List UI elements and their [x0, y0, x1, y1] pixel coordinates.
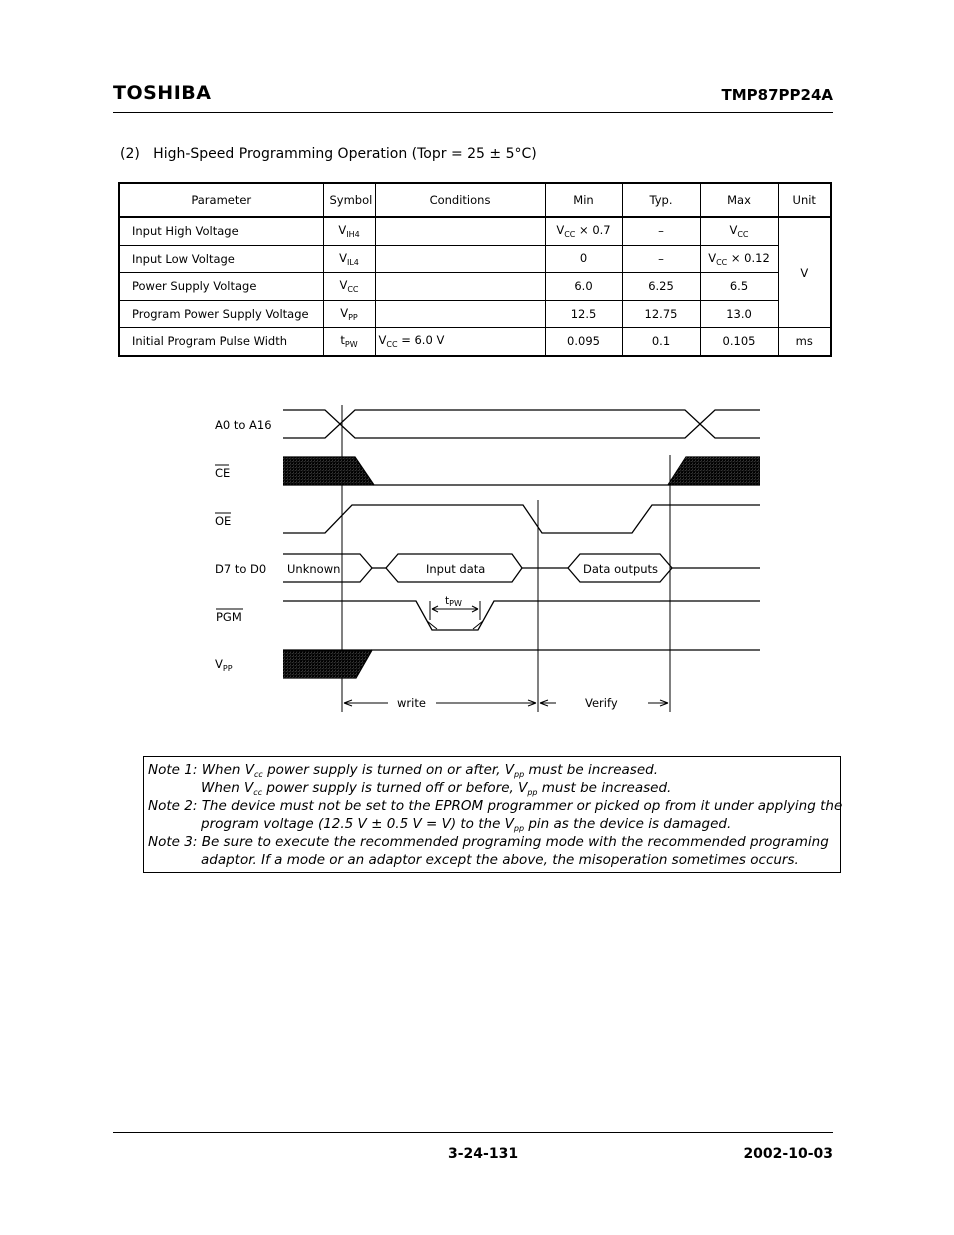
timing-diagram [0, 385, 954, 720]
cell-typ: – [622, 217, 700, 245]
cell-unit-voltage: V [778, 217, 831, 328]
header-unit: Unit [778, 183, 831, 217]
waveform-addr [283, 410, 760, 438]
part-number: TMP87PP24A [721, 86, 833, 104]
signal-label-addr: A0 to A16 [215, 418, 272, 432]
table-row [119, 245, 831, 273]
signal-label-data: D7 to D0 [215, 562, 267, 576]
note-2-cont: program voltage (12.5 V ± 0.5 V = V) to the $V_{pp}$ pin as the device is damaged. [201, 816, 732, 833]
header-max: Max [700, 183, 778, 217]
cell-unit-time: ms [778, 328, 831, 356]
table-row [119, 273, 831, 301]
data-label-output: Data outputs [583, 562, 659, 576]
note-1-cont: When $V_{cc}$ power supply is turned off or before, $V_{pp}$ must be increased. [201, 780, 672, 797]
waveform-pgm [283, 601, 760, 630]
cell-min: 0.095 [545, 328, 622, 356]
signal-label-pgm: PGM [216, 610, 242, 624]
data-label-input: Input data [426, 562, 486, 576]
note-2: Note 2: The device must not be set to the EPROM programmer or picked op from it under applying the [148, 798, 843, 814]
cell-parameter: Program Power Supply Voltage [119, 300, 323, 328]
table-header-row [119, 183, 831, 217]
tpw-label: tPW [445, 595, 462, 608]
waveform-data [283, 554, 760, 582]
cell-conditions [375, 217, 545, 245]
waveform-vpp [283, 650, 760, 678]
cell-max: $V_{CC}$ [700, 217, 778, 245]
cell-min: $V_{CC} \times 0.7$ [545, 217, 622, 245]
phase-write: write [397, 696, 426, 710]
cell-max: 0.105 [700, 328, 778, 356]
note-3: Note 3: Be sure to execute the recommended programing mode with the recommended programing [148, 834, 829, 850]
cell-conditions [375, 300, 545, 328]
cell-parameter: Power Supply Voltage [119, 273, 323, 301]
cell-typ: – [622, 245, 700, 273]
cell-symbol: $V_{IL4}$ [323, 245, 375, 273]
cell-typ: 6.25 [622, 273, 700, 301]
cell-parameter: Input Low Voltage [119, 245, 323, 273]
cell-typ: 0.1 [622, 328, 700, 356]
cell-parameter: Initial Program Pulse Width [119, 328, 323, 356]
cell-min: 0 [545, 245, 622, 273]
data-label-unknown: Unknown [287, 562, 341, 576]
note-1: Note 1: When $V_{cc}$ power supply is turned on or after, $V_{pp}$ must be increased. [148, 762, 659, 779]
table-row [119, 300, 831, 328]
cell-symbol: $t_{PW}$ [323, 328, 375, 356]
waveform-oe [283, 505, 760, 533]
cell-min: 6.0 [545, 273, 622, 301]
cell-conditions [375, 245, 545, 273]
header-symbol: Symbol [323, 183, 375, 217]
phase-arrows [344, 700, 668, 706]
cell-max: $V_{CC} \times 0.12$ [700, 245, 778, 273]
section-title: (2) High-Speed Programming Operation (Topr = 25 ± 5°C) [120, 146, 537, 162]
cell-symbol: $V_{CC}$ [323, 273, 375, 301]
cell-symbol: $V_{IH4}$ [323, 217, 375, 245]
header-typ: Typ. [622, 183, 700, 217]
spec-table [118, 182, 832, 357]
cell-parameter: Input High Voltage [119, 217, 323, 245]
phase-verify: Verify [585, 696, 618, 710]
signal-label-oe: OE [215, 514, 232, 528]
note-3-cont: adaptor. If a mode or an adaptor except the above, the misoperation sometimes occurs. [201, 852, 799, 868]
signal-label-ce: CE [215, 466, 231, 480]
header-min: Min [545, 183, 622, 217]
header-parameter: Parameter [119, 183, 323, 217]
cell-conditions: $V_{CC} = 6.0$ V [375, 328, 545, 356]
page-number: 3-24-131 [448, 1146, 519, 1162]
cell-max: 6.5 [700, 273, 778, 301]
cell-typ: 12.75 [622, 300, 700, 328]
footer-rule [113, 1132, 833, 1133]
table-row [119, 328, 831, 356]
header-rule [113, 112, 833, 113]
signal-label-vpp: $V_{PP}$ [215, 657, 233, 673]
brand-logo: TOSHIBA [113, 82, 212, 104]
document-date: 2002-10-03 [743, 1146, 833, 1162]
cell-max: 13.0 [700, 300, 778, 328]
cell-min: 12.5 [545, 300, 622, 328]
header-conditions: Conditions [375, 183, 545, 217]
waveform-ce [283, 457, 760, 485]
cell-symbol: $V_{PP}$ [323, 300, 375, 328]
table-row [119, 217, 831, 245]
cell-conditions [375, 273, 545, 301]
